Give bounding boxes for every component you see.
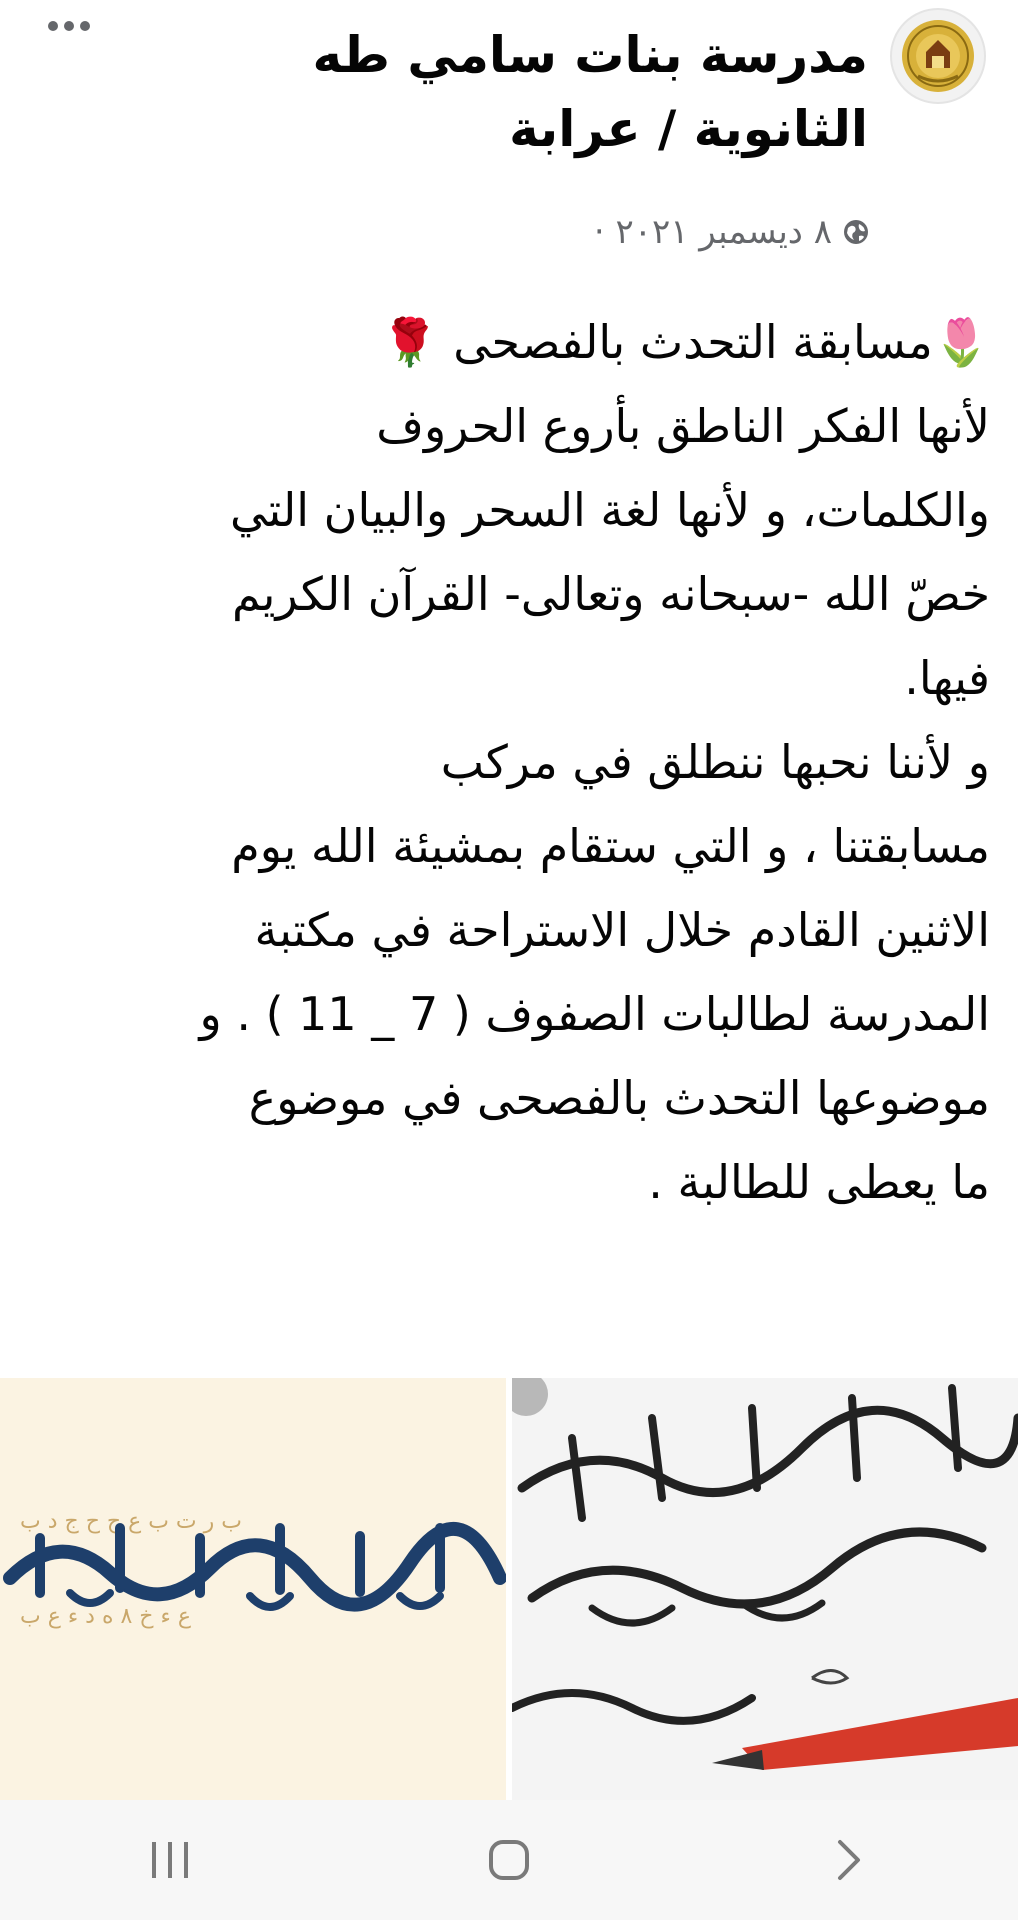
svg-text:ع ء خ ٨ ه د ء ع ب: ع ء خ ٨ ه د ء ع ب bbox=[20, 1604, 191, 1629]
post-meta bbox=[594, 212, 870, 252]
more-dots-icon bbox=[44, 6, 94, 46]
calligraphy-banner-image bbox=[0, 1378, 506, 1800]
post-date[interactable]: ٨ ديسمبر ٢٠٢١ · bbox=[593, 212, 832, 252]
post-body-text: 🌷مسابقة التحدث بالفصحى 🌹 لأنها الفكر الناطق بأروع الحروف والكلمات، و لأنها لغة السحر والبيان التي خصّ الله -سبحانه وتعالى- القرآن الكريم فيها. و لأننا نحبها ننطلق في مركب مسابقتنا ، و التي ستقام بمشيئة الله يوم الاثنين القادم خلال الاستراحة في مكتبة المدرسة لطالبات الصفوف ( 7 _ 11 ) . و موضوعها التحدث بالفصحى في موضوع ما يعطى للطالبة . bbox=[199, 315, 990, 1209]
svg-text:ب ر ت ب ع ح ح ج د ب: ب ر ت ب ع ح ح ج د ب bbox=[20, 1509, 242, 1534]
home-button[interactable] bbox=[449, 1820, 569, 1900]
post-image-calligraphy-pen[interactable] bbox=[512, 1378, 1018, 1800]
globe-icon bbox=[842, 218, 870, 246]
page-avatar[interactable] bbox=[890, 8, 986, 104]
handwritten-calligraphy-image bbox=[512, 1378, 1018, 1800]
page-name-link[interactable]: مدرسة بنات سامي طه الثانوية / عرابة bbox=[312, 26, 868, 158]
post-header bbox=[0, 0, 1018, 260]
recent-apps-button[interactable] bbox=[110, 1820, 230, 1900]
school-seal-icon bbox=[898, 16, 978, 96]
post-images bbox=[0, 1378, 1018, 1800]
more-options-button[interactable] bbox=[44, 6, 94, 46]
back-button[interactable] bbox=[788, 1820, 908, 1900]
post-image-arabic-language-day[interactable] bbox=[0, 1378, 506, 1800]
home-icon bbox=[487, 1838, 531, 1882]
android-navigation-bar bbox=[0, 1800, 1018, 1920]
back-icon bbox=[832, 1838, 864, 1882]
recent-apps-icon bbox=[146, 1838, 194, 1882]
